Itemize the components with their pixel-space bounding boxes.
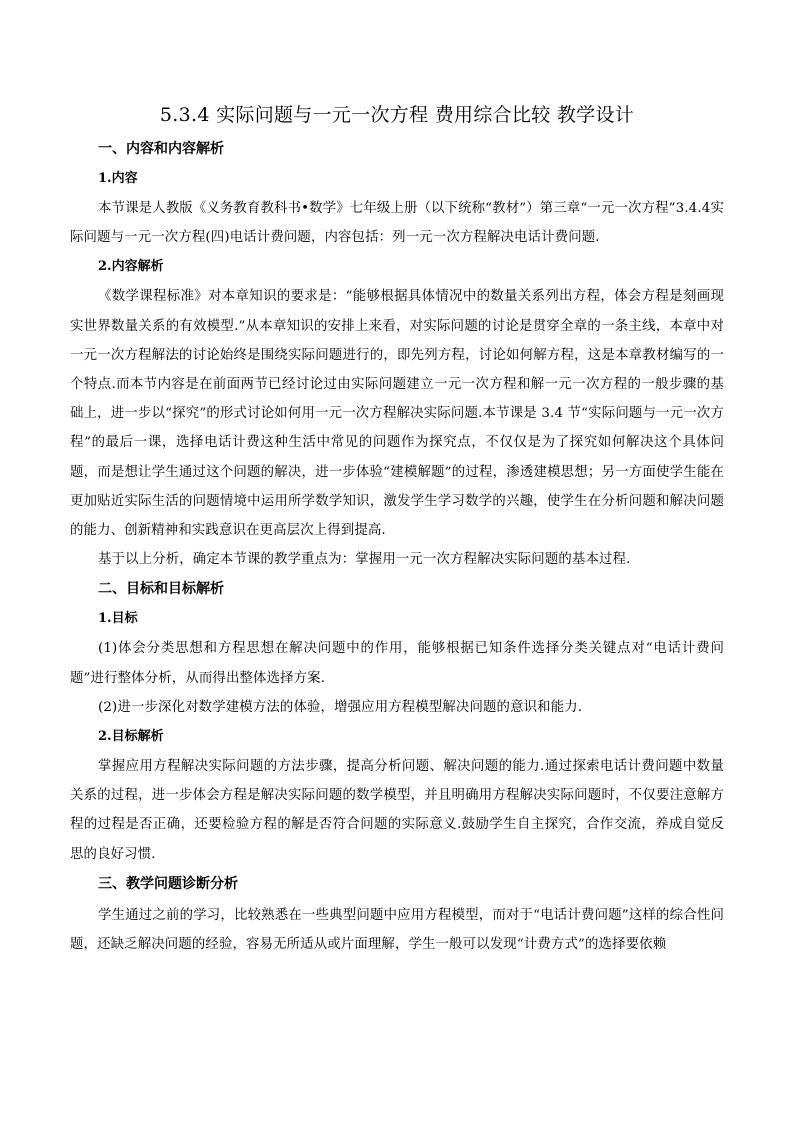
subsection-heading-2-1: 1.目标 (98, 611, 138, 627)
paragraph-2-1: (1)体会分类思想和方程思想在解决问题中的作用，能够根据已知条件选择分类关键点对“电话计费问题”进行整体分析，从而得出整体选择方案. (70, 641, 724, 686)
subsection-heading-1-1: 1.内容 (98, 171, 138, 186)
section-heading-2: 二、目标和目标解析 (98, 581, 224, 598)
section-heading-3: 三、教学问题诊断分析 (98, 875, 238, 892)
paragraph-2-3: 掌握应用方程解决实际问题的方法步骤，提高分析问题、解决问题的能力.通过探索电话计费问题中数量关系的过程，进一步体会方程是解决实际问题的数学模型，并且明确用方程解决实际问题时，不仅要注意解方程的过程是否正确，还要检验方程的解是否符合问题的实际意义.鼓励学生自主探究，合作交流，养成自觉反思的良好习惯. (70, 759, 724, 862)
document-title: 5.3.4 实际问题与一元一次方程 费用综合比较 教学设计 (159, 104, 635, 126)
document-page (70, 100, 724, 959)
paragraph-1-3: 基于以上分析，确定本节课的教学重点为：掌握用一元一次方程解决实际问题的基本过程. (98, 552, 631, 568)
paragraph-1-2: 《数学课程标准》对本章知识的要求是：“能够根据具体情况中的数量关系列出方程，体会方程是刻画现实世界数量关系的有效模型.”从本章知识的安排上来看，对实际问题的讨论是贯穿全章的一条主线，本章中对一元一次方程解法的讨论始终是围绕实际问题进行的，即先列方程，讨论如何解方程，这是本章教材编写的一个特点.而本节内容是在前面两节已经讨论过由实际问题建立一元一次方程和解一元一次方程的一般步骤的基础上，进一步以“探究”的形式讨论如何用一元一次方程解决实际问题.本节课是 3.4 节“实际问题与一元一次方程”的最后一课，选择电话计费这种生活中常见的问题作为探究点，不仅仅是为了探究如何解决这个具体问题，而是想让学生通过这个问题的解决，进一步体验“建模解题”的过程，渗透建模思想；另一方面使学生能在更加贴近实际生活的问题情境中运用所学数学知识，激发学生学习数学的兴趣，使学生在分析问题和解决问题的能力、创新精神和实践意识在更高层次上得到提高. (70, 289, 724, 539)
paragraph-1-1: 本节课是人教版《义务教育教科书•数学》七年级上册（以下统称“教材”）第三章“一元一次方程”3.4.4实际问题与一元一次方程(四)电话计费问题，内容包括：列一元一次方程解决电话计费问题. (70, 201, 725, 246)
section-heading-1: 一、内容和内容解析 (98, 141, 224, 157)
subsection-heading-2-2: 2.目标解析 (98, 729, 164, 745)
paragraph-2-2: (2)进一步深化对数学建模方法的体验，增强应用方程模型解决问题的意识和能力. (98, 699, 583, 715)
paragraph-3-1: 学生通过之前的学习，比较熟悉在一些典型问题中应用方程模型，而对于“电话计费问题”这样的综合性问题，还缺乏解决问题的经验，容易无所适从或片面理解，学生一般可以发现“计费方式”的选择要依赖 (70, 907, 724, 953)
subsection-heading-1-2: 2.内容解析 (98, 259, 164, 275)
